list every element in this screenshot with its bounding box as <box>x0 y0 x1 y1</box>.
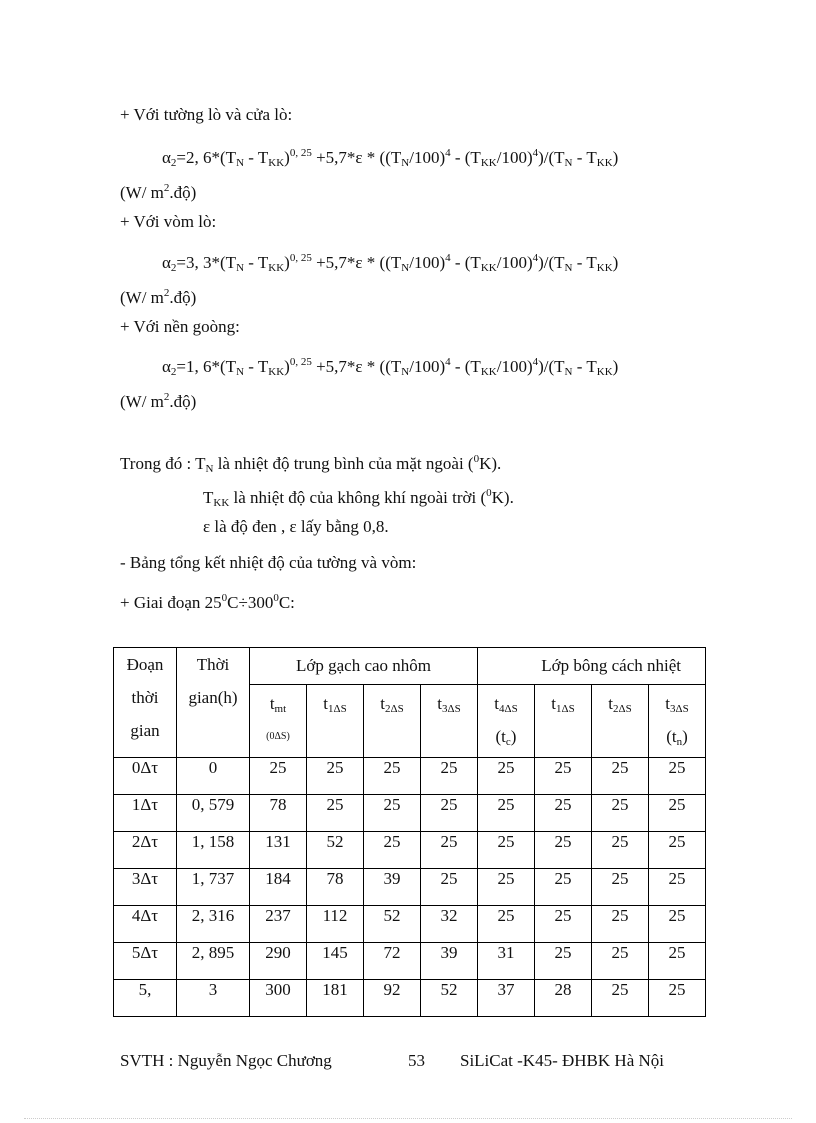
cell-doan: 2Δτ <box>114 832 177 869</box>
cell-thoi-gian: 3 <box>177 980 250 1017</box>
cell-temperature: 25 <box>250 758 307 795</box>
table-intro: - Bảng tổng kết nhiệt độ của tường và vòm: <box>120 553 417 572</box>
cell-temperature: 131 <box>250 832 307 869</box>
footer-author: SVTH : Nguyễn Ngọc Chương <box>120 1051 332 1070</box>
cell-temperature: 184 <box>250 869 307 906</box>
cell-thoi-gian: 0, 579 <box>177 795 250 832</box>
cell-temperature: 25 <box>364 832 421 869</box>
equation-wall: $\alpha_2=2$, $6*(T_N - T_{KK})^{0, 25} +5,7*\varepsilon * ((T_N/100)^4 - (T_{KK}/100)^4)/(T_N - T_{KK})$ <box>162 147 619 169</box>
cell-temperature: 31 <box>478 943 535 980</box>
cell-temperature: 25 <box>649 869 706 906</box>
cell-temperature: 25 <box>478 758 535 795</box>
cell-doan: 4Δτ <box>114 906 177 943</box>
cell-doan: 3Δτ <box>114 869 177 906</box>
table-row <box>114 943 706 980</box>
cell-temperature: 300 <box>250 980 307 1017</box>
header-t2-bong: $t_{2\Delta S}$ <box>592 685 649 758</box>
header-doan: Đoạn thời gian <box>114 648 177 758</box>
cell-temperature: 25 <box>592 869 649 906</box>
header-thoi-gian: Thời gian(h) <box>177 648 250 758</box>
table-row <box>114 869 706 906</box>
cell-temperature: 78 <box>307 869 364 906</box>
cell-temperature: 32 <box>421 906 478 943</box>
cell-temperature: 92 <box>364 980 421 1017</box>
cell-temperature: 25 <box>478 795 535 832</box>
cell-temperature: 25 <box>592 832 649 869</box>
cell-temperature: 52 <box>364 906 421 943</box>
cell-temperature: 25 <box>307 795 364 832</box>
header-t1-bong: $t_{1\Delta S}$ <box>535 685 592 758</box>
cell-temperature: 25 <box>478 906 535 943</box>
cell-temperature: 237 <box>250 906 307 943</box>
cell-temperature: 25 <box>649 906 706 943</box>
equation-roof: $\alpha_2=3$, $3*(T_N - T_{KK})^{0, 25} +5,7*\varepsilon * ((T_N/100)^4 - (T_{KK}/100)^4)/(T_N - T_{KK})$ <box>162 252 619 274</box>
cell-temperature: 25 <box>478 869 535 906</box>
header-lop-gach: Lớp gạch cao nhôm <box>250 648 478 685</box>
roof-header: + Với vòm lò: <box>120 212 217 231</box>
footer-page-number: 53 <box>408 1051 425 1070</box>
cart-header: + Với nền goòng: <box>120 317 240 336</box>
cell-thoi-gian: 1, 158 <box>177 832 250 869</box>
cell-temperature: 25 <box>364 758 421 795</box>
cell-temperature: 25 <box>535 943 592 980</box>
cell-temperature: 25 <box>421 869 478 906</box>
table-row <box>114 980 706 1017</box>
header-t4: $t_{4\Delta S}$ $(t_c)$ <box>478 685 535 758</box>
where-tn: Trong đó : $T_N$ là nhiệt độ trung bình của mặt ngoài ($^0$K). <box>120 453 502 475</box>
unit-line: (W/ $m^2.độ$) <box>120 391 197 411</box>
temperature-table <box>113 647 706 1017</box>
header-tmt: $t_{mt}$ (0ΔS) <box>250 685 307 758</box>
header-t1-gach: $t_{1\Delta S}$ <box>307 685 364 758</box>
where-eps: ε là độ đen , ε lấy bằng 0,8. <box>203 517 389 536</box>
cell-thoi-gian: 1, 737 <box>177 869 250 906</box>
cell-doan: 1Δτ <box>114 795 177 832</box>
cell-temperature: 72 <box>364 943 421 980</box>
cell-temperature: 25 <box>592 758 649 795</box>
cell-temperature: 181 <box>307 980 364 1017</box>
equation-cart: $\alpha_2=1$, $6*(T_N - T_{KK})^{0, 25} +5,7*\varepsilon * ((T_N/100)^4 - (T_{KK}/100)^4)/(T_N - T_{KK})$ <box>162 356 619 378</box>
cell-temperature: 25 <box>535 758 592 795</box>
cell-thoi-gian: 2, 895 <box>177 943 250 980</box>
where-tkk: $T_{KK}$ là nhiệt độ của không khí ngoài trời ($^0$K). <box>203 487 514 509</box>
cell-temperature: 25 <box>421 795 478 832</box>
cell-temperature: 52 <box>421 980 478 1017</box>
cell-temperature: 25 <box>535 869 592 906</box>
cell-temperature: 25 <box>592 980 649 1017</box>
cell-temperature: 25 <box>478 832 535 869</box>
table-row <box>114 758 706 795</box>
cell-temperature: 39 <box>364 869 421 906</box>
cell-thoi-gian: 2, 316 <box>177 906 250 943</box>
cell-temperature: 25 <box>649 758 706 795</box>
cell-temperature: 25 <box>535 795 592 832</box>
cell-temperature: 290 <box>250 943 307 980</box>
cell-temperature: 25 <box>649 943 706 980</box>
cell-temperature: 25 <box>421 758 478 795</box>
cell-temperature: 25 <box>364 795 421 832</box>
cell-temperature: 25 <box>535 832 592 869</box>
header-t2-gach: $t_{2\Delta S}$ <box>364 685 421 758</box>
cell-temperature: 25 <box>592 795 649 832</box>
header-t3-gach: $t_{3\Delta S}$ <box>421 685 478 758</box>
table-row <box>114 906 706 943</box>
cell-temperature: 52 <box>307 832 364 869</box>
cell-temperature: 25 <box>649 980 706 1017</box>
page-edge <box>24 1118 792 1119</box>
cell-temperature: 25 <box>421 832 478 869</box>
cell-temperature: 25 <box>649 832 706 869</box>
cell-temperature: 37 <box>478 980 535 1017</box>
footer-school: SiLiCat -K45- ĐHBK Hà Nội <box>460 1051 664 1070</box>
cell-doan: 5, <box>114 980 177 1017</box>
cell-thoi-gian: 0 <box>177 758 250 795</box>
cell-temperature: 39 <box>421 943 478 980</box>
cell-temperature: 25 <box>649 795 706 832</box>
unit-line: (W/ $m^2.độ$) <box>120 182 197 202</box>
cell-temperature: 25 <box>592 906 649 943</box>
cell-temperature: 25 <box>592 943 649 980</box>
header-t3-bong: $t_{3\Delta S}$ $(t_n)$ <box>649 685 706 758</box>
cell-temperature: 78 <box>250 795 307 832</box>
table-row <box>114 795 706 832</box>
stage-label: + Giai đoạn $25^0C\div 300^0C$: <box>120 592 295 612</box>
cell-temperature: 112 <box>307 906 364 943</box>
cell-temperature: 25 <box>307 758 364 795</box>
table-row <box>114 832 706 869</box>
unit-line: (W/ $m^2.độ$) <box>120 287 197 307</box>
header-lop-bong: Lớp bông cách nhiệt <box>478 648 706 685</box>
wall-header: + Với tường lò và cửa lò: <box>120 105 293 124</box>
cell-doan: 5Δτ <box>114 943 177 980</box>
cell-temperature: 145 <box>307 943 364 980</box>
cell-temperature: 28 <box>535 980 592 1017</box>
cell-temperature: 25 <box>535 906 592 943</box>
cell-doan: 0Δτ <box>114 758 177 795</box>
